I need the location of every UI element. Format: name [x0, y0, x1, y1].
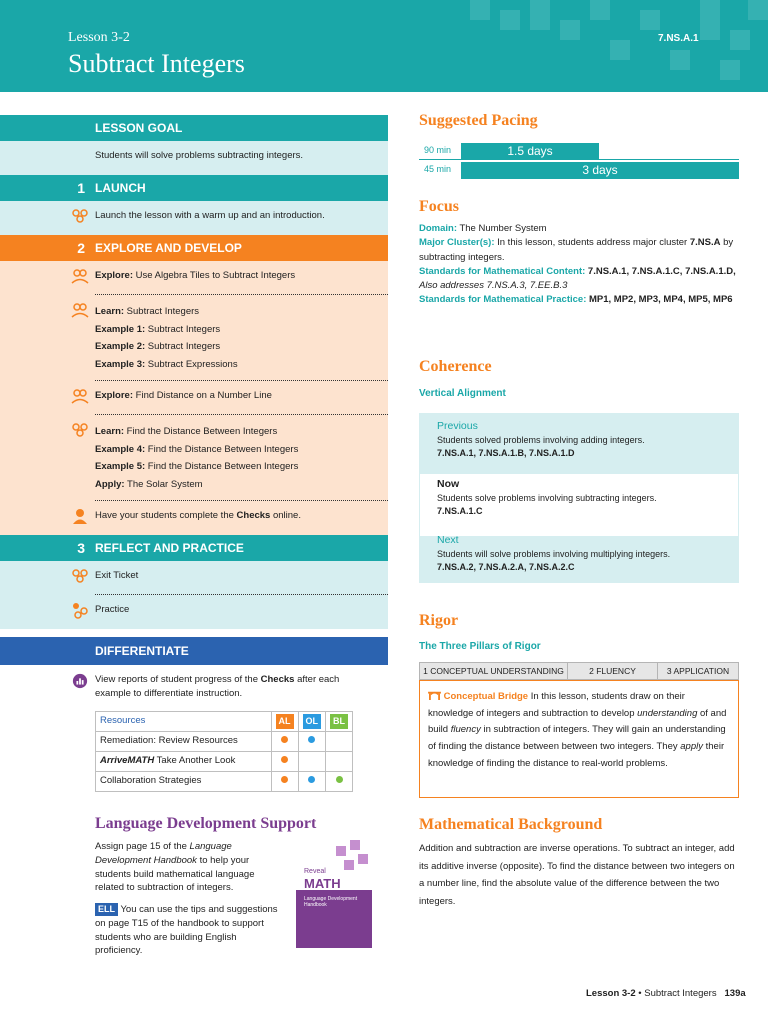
ol-dot [308, 736, 315, 743]
page-footer: Lesson 3-2 • Subtract Integers 139a [586, 988, 746, 999]
explore-band: Explore: Use Algebra Tiles to Subtract Integers Learn: Subtract Integers Example 1: Subtract Integers Example 2: Subtract Integers Example 3: Subtract Expressions Explore: Find Distance on a Number Line Learn: Find the Distance Between Integers Example 4: Find the Distance Between Integers Example 5: Find the Distance Between Integers Apply: The Solar System Have your students complete the Checks online. [0, 261, 388, 535]
al-dot [281, 736, 288, 743]
level-al-badge: AL [276, 714, 294, 729]
table-row: Collaboration Strategies [96, 771, 353, 791]
pacing-bar-90: 1.5 days [461, 143, 599, 160]
bridge-icon [428, 689, 441, 700]
group-icon [71, 421, 89, 439]
language-support-text: Assign page 15 of the Language Development Handbook to help your students build mathematical language related to subtraction of integers. ELL You can use the tips and suggestions on page T15 of the handbook to support students who are building English proficiency. [95, 841, 278, 957]
arrive-math-brand: ArriveMATH [100, 755, 155, 767]
lesson-goal-bar: LESSON GOAL [0, 115, 388, 141]
resources-table: Resources AL OL BL Remediation: Review Resources ArriveMATH Take Another Look Collaboration Strategies [95, 711, 353, 792]
coherence-box [419, 413, 739, 583]
launch-bar: 1 LAUNCH [0, 175, 388, 201]
differentiate-body: View reports of student progress of the Checks after each example to differentiate instruction. Resources AL OL BL Remediation: Review Resources ArriveMATH Take Another Look Collaboration Strategies [0, 665, 388, 792]
level-bl-badge: BL [330, 714, 348, 729]
level-ol-badge: OL [303, 714, 322, 729]
standard-tag: 7.NS.A.1 [658, 33, 699, 44]
rigor-subtitle: The Three Pillars of Rigor [419, 641, 541, 652]
differentiate-bar: DIFFERENTIATE [0, 637, 388, 665]
report-icon [72, 673, 88, 689]
reflect-bar: 3 REFLECT AND PRACTICE [0, 535, 388, 561]
reflect-band: Exit Ticket Practice [0, 561, 388, 629]
coherence-now: Now Students solve problems involving subtracting integers. 7.NS.A.1.C [437, 478, 657, 517]
table-row: Remediation: Review Resources [96, 731, 353, 751]
pair-icon [71, 267, 89, 285]
lesson-number: Lesson 3-2 [68, 30, 130, 45]
conceptual-bridge-box: Conceptual Bridge In this lesson, students draw on their knowledge of integers and subtraction to develop understanding of and build fluency in subtraction of integers. They will gain an understanding of finding the distance between between two integers. They apply their knowledge of finding the distance to real-world problems. [419, 680, 739, 798]
pacing-label-90: 90 min [424, 145, 452, 155]
coherence-next: Next Students will solve problems involving multiplying integers. 7.NS.A.2, 7.NS.A.2.A, 7.NS.A.2.C [437, 534, 671, 573]
al-dot [281, 756, 288, 763]
launch-band: Launch the lesson with a warm up and an introduction. [0, 201, 388, 235]
al-dot [281, 776, 288, 783]
pair-icon [71, 387, 89, 405]
math-background-text: Addition and subtraction are inverse operations. To subtract an integer, add its additive inverse (opposite). To find the distance between two integers on a number line, find the absolute value of the difference between the two integers. [419, 843, 735, 907]
lesson-plan-column [0, 115, 388, 792]
ol-dot [308, 776, 315, 783]
vertical-alignment-subtitle: Vertical Alignment [419, 388, 506, 399]
pacing-title: Suggested Pacing [419, 112, 538, 129]
focus-body: Domain: The Number System Major Cluster(s): In this lesson, students address major cluster 7.NS.A by subtracting integers. Standards for Mathematical Content: 7.NS.A.1, 7.NS.A.1.C, 7.NS.A.1.D, Also addresses 7.NS.A.3, 7.EE.B.3 Standards for Mathematical Practice: MP1, MP2, MP3, MP4, MP5, MP6 [419, 223, 736, 306]
rigor-title: Rigor [419, 612, 459, 629]
pair-icon [71, 301, 89, 319]
pacing-label-45: 45 min [424, 164, 452, 174]
handbook-cover-image: Reveal MATH Language Development Handbook [296, 840, 372, 948]
coherence-previous: Previous Students solved problems involving adding integers. 7.NS.A.1, 7.NS.A.1.B, 7.NS.A.1.D [437, 420, 645, 459]
group-icon [71, 567, 89, 585]
rigor-pillars: 1 CONCEPTUAL UNDERSTANDING 2 FLUENCY 3 APPLICATION [419, 662, 739, 680]
coherence-title: Coherence [419, 358, 492, 375]
group-icon [71, 207, 89, 225]
individual-group-icon [71, 601, 89, 619]
lesson-header [0, 0, 768, 92]
table-row: ArriveMATH Take Another Look [96, 751, 353, 771]
language-support-title: Language Development Support [95, 815, 317, 832]
pacing-bar-45: 3 days [461, 162, 739, 179]
person-icon [71, 507, 89, 525]
pacing-divider [419, 159, 739, 160]
math-background-title: Mathematical Background [419, 816, 603, 833]
ell-badge: ELL [95, 903, 118, 916]
lesson-goal-text: Students will solve problems subtracting integers. [0, 141, 388, 175]
page-title: Subtract Integers [68, 49, 245, 78]
bl-dot [336, 776, 343, 783]
explore-bar: 2 EXPLORE AND DEVELOP [0, 235, 388, 261]
focus-title: Focus [419, 198, 459, 215]
